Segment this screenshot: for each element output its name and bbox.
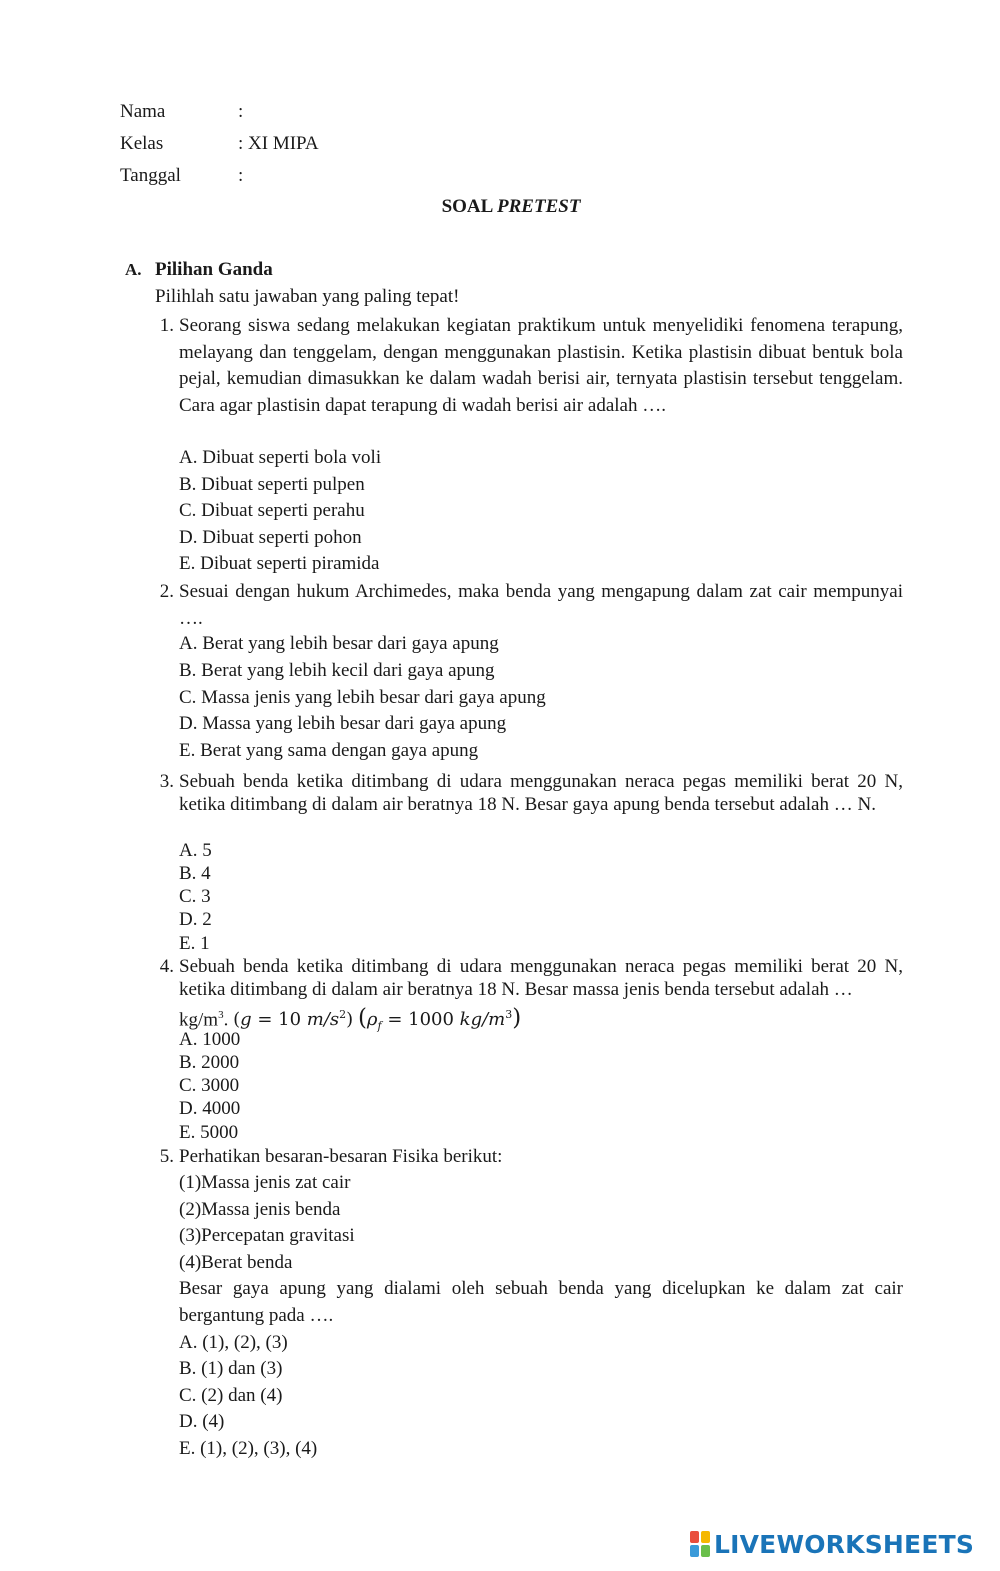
question-text: Sebuah benda ketika ditimbang di udara menggunakan neraca pegas memiliki berat 20 N, ketika ditimbang di dalam air beratnya 18 N. Besar massa jenis benda tersebut adalah …	[179, 956, 903, 1001]
density-formula: ($\rho_f = 1000$ $kg/m^3$)	[357, 1005, 522, 1033]
header-nama	[120, 101, 243, 123]
option-c: C. Dibuat seperti perahu	[179, 500, 365, 521]
logo-square	[701, 1545, 710, 1557]
header-kelas	[120, 133, 319, 155]
question-text: Sesuai dengan hukum Archimedes, maka benda yang mengapung dalam zat cair mempunyai ….	[179, 581, 903, 629]
logo-square	[701, 1531, 710, 1543]
g-exponent: 2	[339, 1008, 347, 1022]
unit-exponent: 3	[218, 1009, 224, 1021]
option-d: D. 2	[179, 909, 212, 930]
question-number: 5.	[159, 1146, 174, 1167]
question-number: 4.	[159, 956, 174, 977]
list-item: (3)Percepatan gravitasi	[179, 1225, 355, 1246]
option-d: D. 4000	[179, 1098, 241, 1119]
liveworksheets-icon	[690, 1531, 710, 1557]
option-b: B. Berat yang lebih kecil dari gaya apung	[179, 660, 495, 681]
g-unit: m/s	[306, 1009, 340, 1031]
option-e: E. Dibuat seperti piramida	[179, 553, 380, 574]
unit-text: kg/m	[179, 1009, 219, 1031]
list-item: (2)Massa jenis benda	[179, 1199, 341, 1220]
option-d: D. (4)	[179, 1411, 225, 1432]
page-title	[0, 196, 1000, 218]
title-italic: PRETEST	[497, 196, 581, 217]
nama-value: :	[238, 101, 244, 122]
question-text: Seorang siswa sedang melakukan kegiatan praktikum untuk menyelidiki fenomena terapung, melayang dan tenggelam, dengan menggunakan plastisin. Ketika plastisin dibuat bentuk bola pejal, kemudian dimasukkan ke dalam wadah berisi air, ternyata plastisin tersebut tenggelam. Cara agar plastisin dapat terapung di wadah berisi air adalah ….	[179, 315, 903, 416]
option-a: A. 1000	[179, 1029, 241, 1050]
option-c: C. 3	[179, 886, 211, 907]
brand-text: LIVEWORKSHEETS	[714, 1529, 975, 1559]
option-e: E. 5000	[179, 1122, 239, 1143]
g-equals: = 10	[251, 1009, 307, 1031]
gravity-formula: (g = 10 $m/s^2$)	[233, 1008, 354, 1031]
rho-symbol: ρ	[366, 1009, 378, 1031]
rho-unit: kg/m	[459, 1009, 506, 1031]
section-instruction: Pilihlah satu jawaban yang paling tepat!	[155, 286, 460, 307]
rho-equals: = 1000	[381, 1009, 460, 1031]
logo-square	[690, 1531, 699, 1543]
section-letter: A.	[125, 260, 142, 279]
rho-exponent: 3	[505, 1008, 513, 1022]
option-b: B. 2000	[179, 1052, 240, 1073]
g-symbol: g	[240, 1009, 252, 1031]
header-tanggal	[120, 165, 243, 187]
section-name: Pilihan Ganda	[155, 259, 273, 280]
option-c: C. (2) dan (4)	[179, 1385, 283, 1406]
option-a: A. 5	[179, 840, 212, 861]
option-e: E. 1	[179, 933, 210, 954]
tanggal-value: :	[238, 165, 244, 186]
question-formula-line: $kg/m^3$. (g = 10 $m/s^2$) ($\rho_f = 1000$ $kg/m^3$)	[179, 1005, 522, 1033]
question-text-continued: Besar gaya apung yang dialami oleh sebuah benda yang dicelupkan ke dalam zat cair bergantung pada ….	[179, 1278, 903, 1326]
question-text: Perhatikan besaran-besaran Fisika berikut:	[179, 1146, 503, 1167]
list-item: (1)Massa jenis zat cair	[179, 1172, 351, 1193]
option-b: B. (1) dan (3)	[179, 1358, 283, 1379]
option-e: E. (1), (2), (3), (4)	[179, 1438, 318, 1459]
option-a: A. Berat yang lebih besar dari gaya apung	[179, 633, 499, 654]
question-number: 3.	[159, 771, 174, 792]
tanggal-label: Tanggal	[120, 165, 181, 186]
option-d: D. Dibuat seperti pohon	[179, 527, 362, 548]
rho-subscript: f	[377, 1019, 382, 1033]
question-text: Sebuah benda ketika ditimbang di udara menggunakan neraca pegas memiliki berat 20 N, ketika ditimbang di dalam air beratnya 18 N. Besar gaya apung benda tersebut adalah … N.	[179, 771, 903, 816]
logo-square	[690, 1545, 699, 1557]
option-d: D. Massa yang lebih besar dari gaya apung	[179, 713, 507, 734]
title-plain: SOAL	[441, 196, 493, 217]
liveworksheets-logo	[690, 1529, 974, 1559]
kelas-label: Kelas	[120, 133, 164, 154]
kelas-value: : XI MIPA	[238, 133, 319, 154]
option-e: E. Berat yang sama dengan gaya apung	[179, 740, 479, 761]
option-c: C. Massa jenis yang lebih besar dari gaya apung	[179, 687, 546, 708]
nama-label: Nama	[120, 101, 166, 122]
list-item: (4)Berat benda	[179, 1252, 293, 1273]
section-heading	[125, 259, 273, 281]
question-number: 2.	[159, 581, 174, 602]
option-b: B. Dibuat seperti pulpen	[179, 474, 365, 495]
option-c: C. 3000	[179, 1075, 240, 1096]
question-number: 1.	[159, 315, 174, 336]
option-a: A. (1), (2), (3)	[179, 1332, 288, 1353]
option-b: B. 4	[179, 863, 211, 884]
option-a: A. Dibuat seperti bola voli	[179, 447, 382, 468]
